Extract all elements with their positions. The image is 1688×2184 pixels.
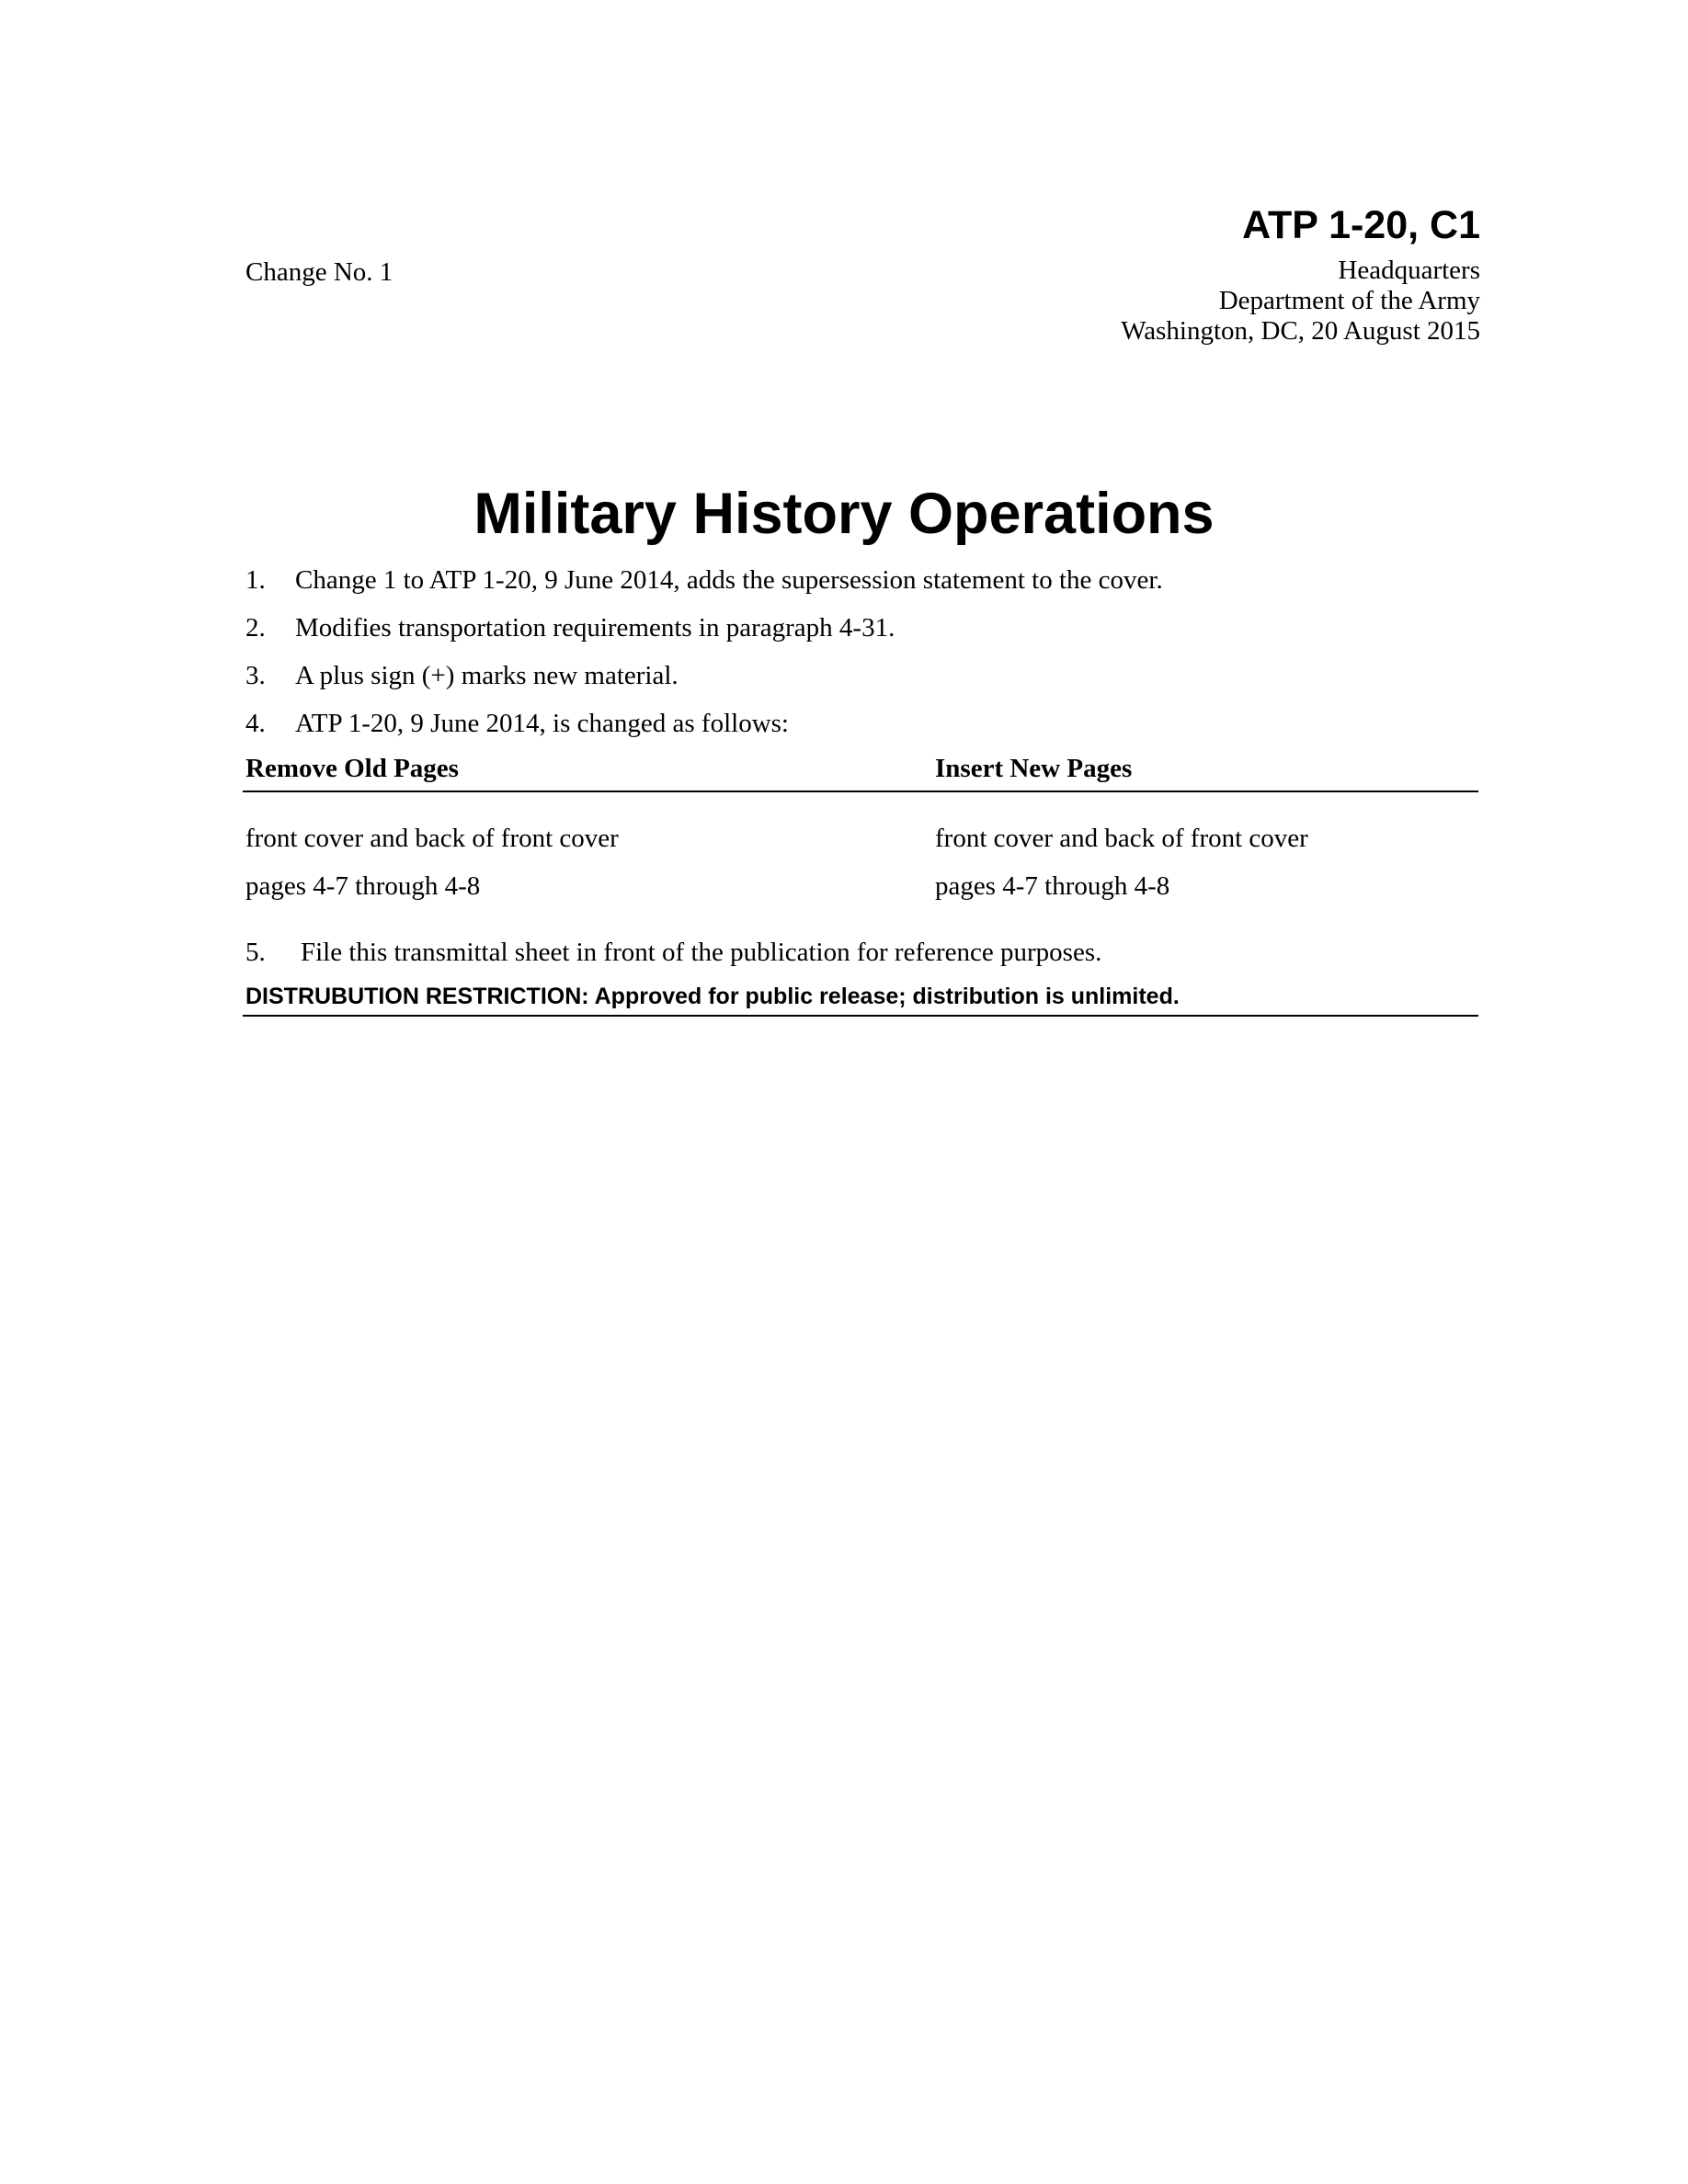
pages-table bbox=[243, 752, 1478, 919]
distribution-restriction bbox=[243, 980, 1478, 1017]
document-title: Military History Operations bbox=[473, 482, 1215, 546]
list-item bbox=[245, 612, 1477, 660]
list-item bbox=[245, 660, 1477, 708]
location-date-line: Washington, DC, 20 August 2015 bbox=[1121, 316, 1480, 346]
item-number: 4. bbox=[245, 709, 266, 738]
item-number: 3. bbox=[245, 661, 266, 690]
table-body bbox=[243, 792, 1478, 919]
distribution-restriction-text: DISTRUBUTION RESTRICTION: Approved for public release; distribution is unlimited. bbox=[245, 984, 1180, 1009]
item-number: 2. bbox=[245, 613, 266, 643]
list-item bbox=[245, 564, 1477, 612]
change-number: Change No. 1 bbox=[245, 257, 393, 287]
table-cell: front cover and back of front cover bbox=[245, 824, 619, 853]
header-remove-old-pages: Remove Old Pages bbox=[245, 754, 459, 783]
table-row bbox=[243, 824, 1478, 871]
item-text: File this transmittal sheet in front of the publication for reference purposes. bbox=[301, 938, 1102, 967]
list-item bbox=[245, 708, 1477, 756]
table-header-row bbox=[243, 752, 1478, 792]
item-number: 5. bbox=[245, 938, 266, 967]
headquarters-line: Headquarters bbox=[1338, 256, 1480, 285]
table-cell: front cover and back of front cover bbox=[935, 824, 1308, 853]
item-text: Change 1 to ATP 1-20, 9 June 2014, adds the supersession statement to the cover. bbox=[295, 565, 1163, 595]
table-cell: pages 4-7 through 4-8 bbox=[935, 871, 1170, 901]
table-row bbox=[243, 871, 1478, 919]
table-cell: pages 4-7 through 4-8 bbox=[245, 871, 481, 901]
publication-number: ATP 1-20, C1 bbox=[1242, 203, 1480, 247]
item-text: ATP 1-20, 9 June 2014, is changed as follows: bbox=[295, 709, 789, 738]
department-line: Department of the Army bbox=[1218, 286, 1480, 315]
change-items-list bbox=[245, 564, 1477, 756]
header-insert-new-pages: Insert New Pages bbox=[935, 754, 1133, 783]
item-text: Modifies transportation requirements in paragraph 4-31. bbox=[295, 613, 895, 643]
headquarters-block bbox=[1121, 256, 1480, 347]
item-number: 1. bbox=[245, 565, 266, 595]
item-text: A plus sign (+) marks new material. bbox=[295, 661, 679, 690]
